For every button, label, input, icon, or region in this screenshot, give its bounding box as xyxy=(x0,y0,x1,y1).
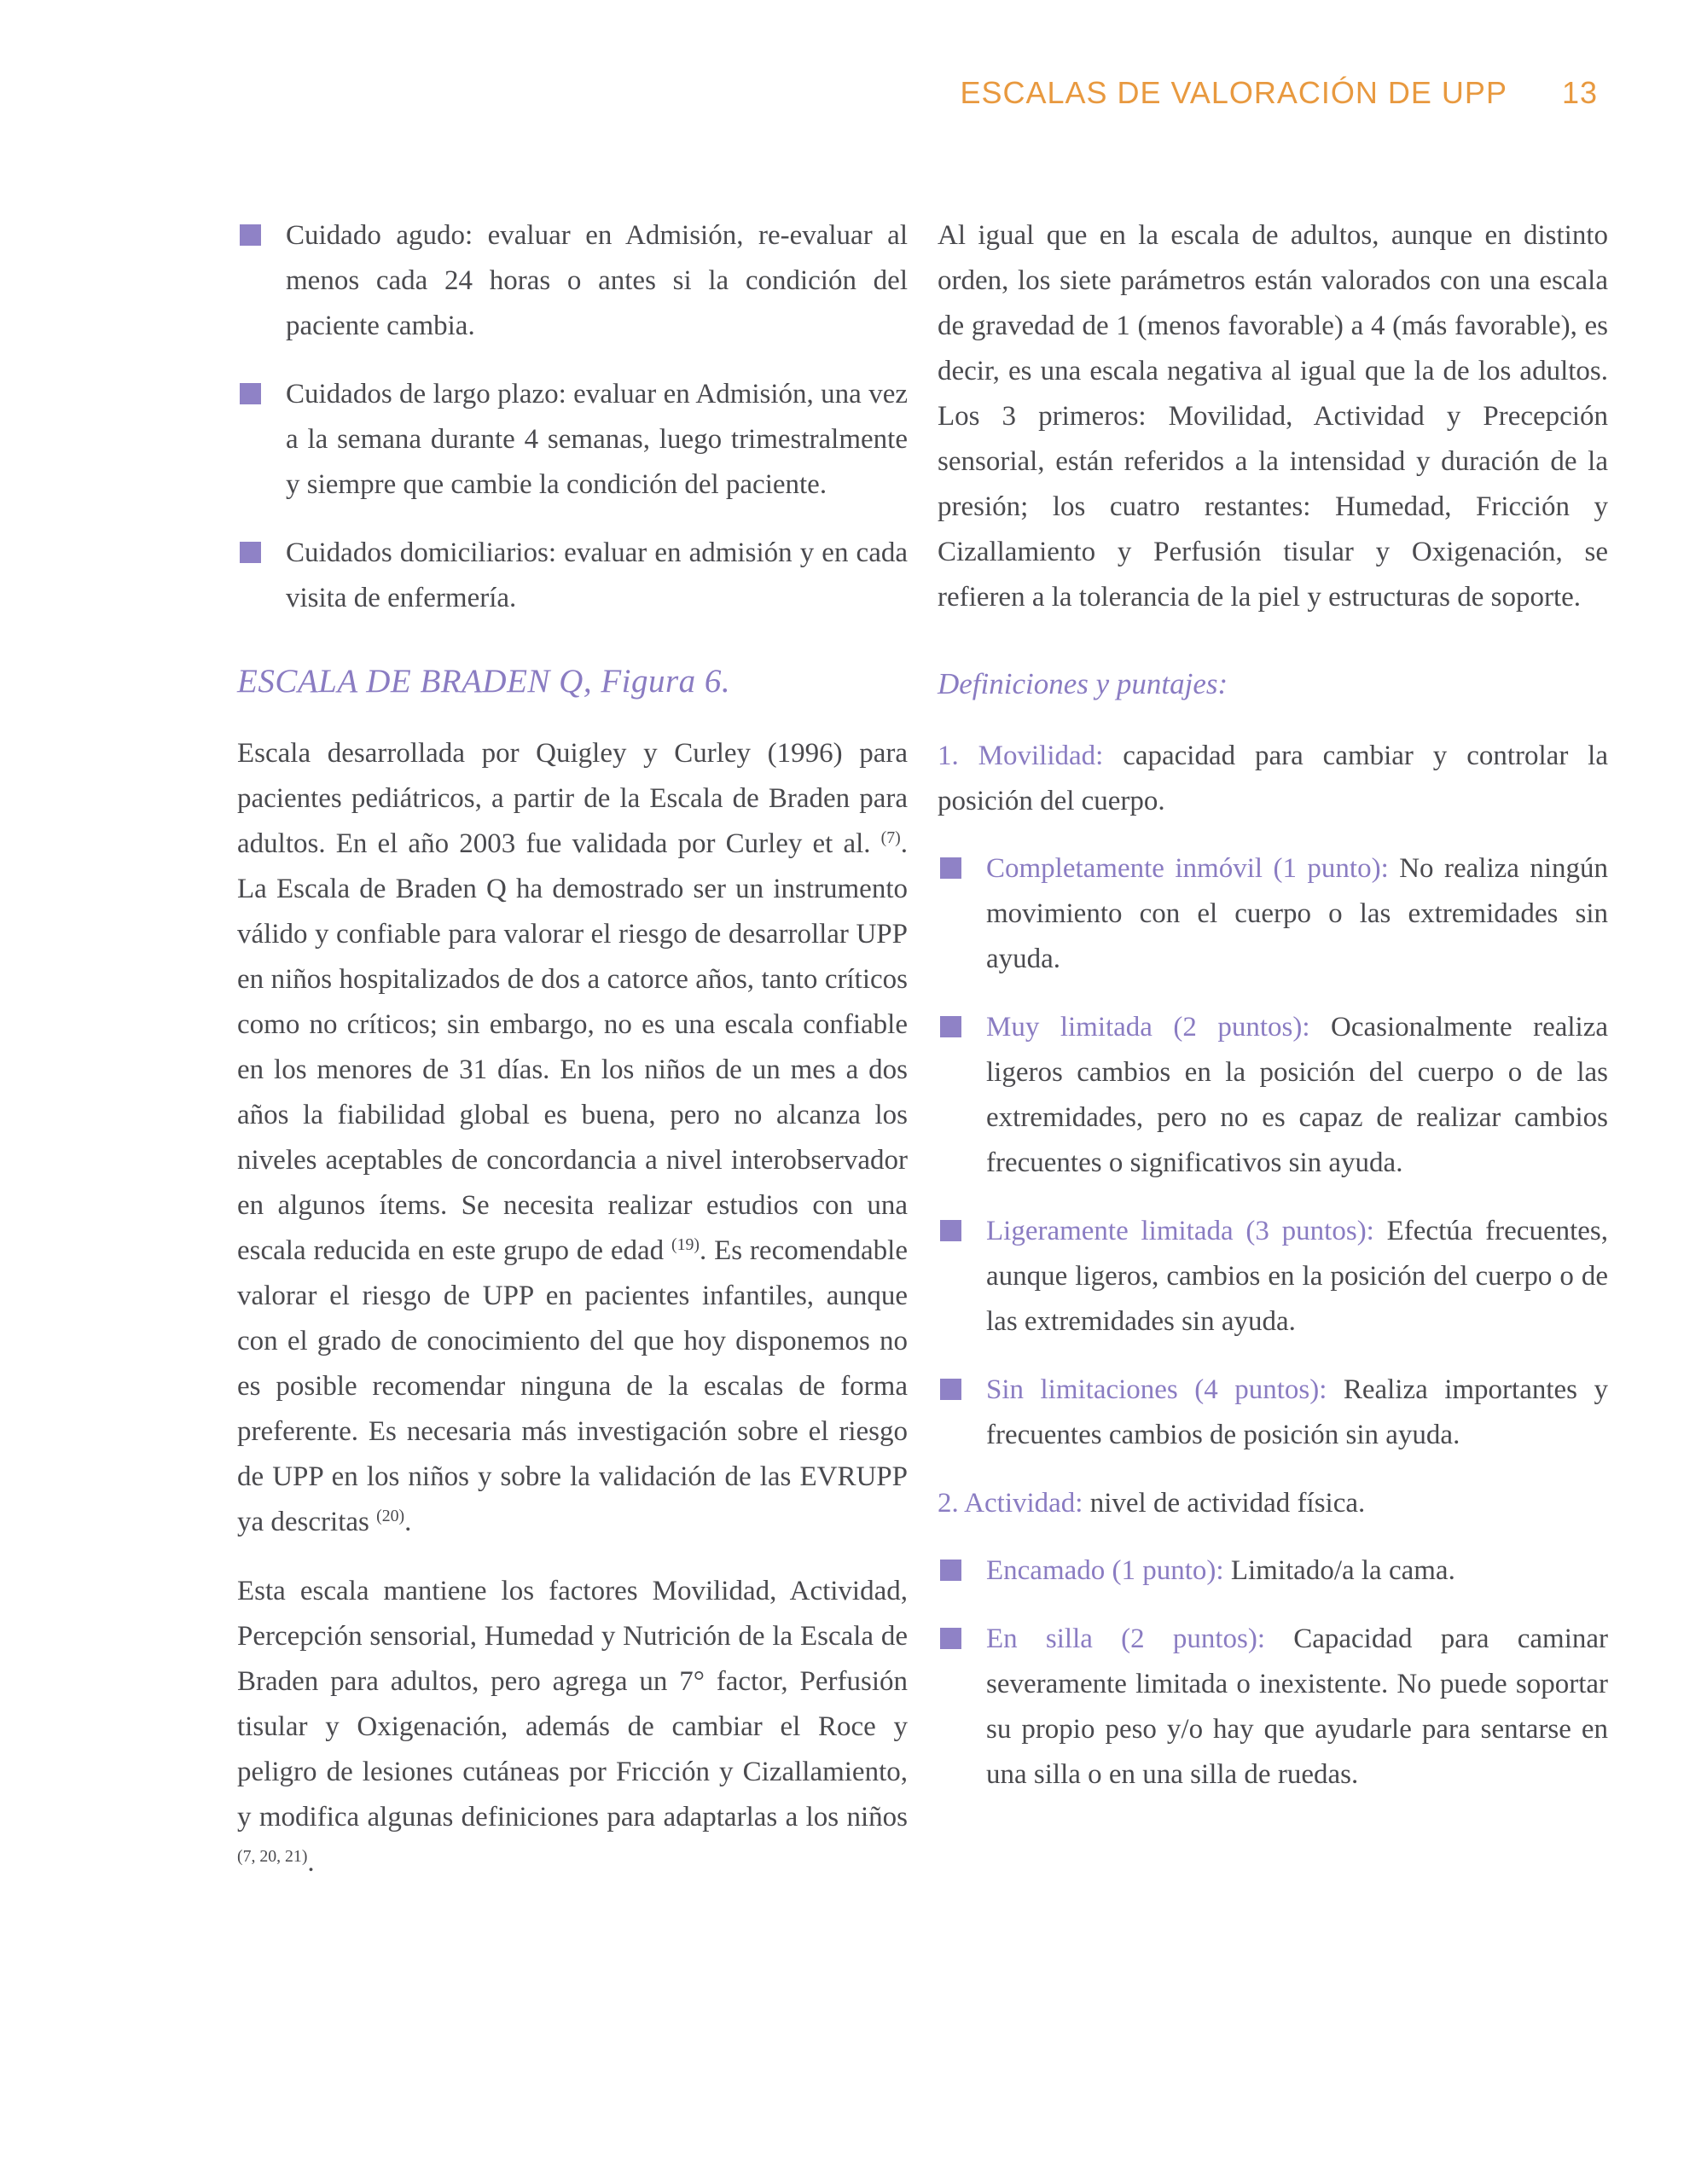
page-number: 13 xyxy=(1561,75,1598,110)
paragraph: Escala desarrollada por Quigley y Curley (1996) para pacientes pediátricos, a partir de la Escala de Braden para adultos. En el año 2003 fue validada por Curley et al. $^{(7)}$. La Escala de Braden Q ha demostrado ser un instrumento válido y confiable para valorar el riesgo de desarrollar UPP en niños hospitalizados de dos a catorce años, tanto críticos como no críticos; sin embargo, no es una escala confiable en los menores de 31 días. En los niños de un mes a dos años la fiabilidad global es buena, pero no alcanza los niveles aceptables de concordancia a nivel interobservador en algunos ítems. Se necesita realizar estudios con una escala reducida en este grupo de edad $^{(19)}$. Es recomendable valorar el riesgo de UPP en pacientes infantiles, aunque con el grado de conocimiento del que hoy disponemos no es posible recomendar ninguna de la escalas de forma preferente. Es necesaria más investigación sobre el riesgo de UPP en los niños y sobre la validación de las EVRUPP ya descritas $^{(20)}$. xyxy=(237,738,908,1537)
score-description: Capacidad para caminar severamente limitada o inexistente. No puede soportar su propio peso y/o hay que ayudarle para sentarse en una silla o en una silla de ruedas. xyxy=(986,1623,1609,1790)
list-item xyxy=(938,1005,1608,1186)
right-column xyxy=(938,213,1608,1821)
score-label: En silla (2 puntos): xyxy=(986,1623,1265,1654)
bullet-square-icon xyxy=(940,1628,961,1649)
score-description: Efectúa frecuentes, aunque ligeros, cambios en la posición del cuerpo o de las extremidades sin ayuda. xyxy=(986,1216,1608,1337)
score-description: Limitado/a la cama. xyxy=(1230,1555,1455,1586)
reference-superscript: (7, 20, 21) xyxy=(237,1847,308,1867)
score-label: Encamado (1 punto): xyxy=(986,1555,1224,1586)
bullet-square-icon xyxy=(240,542,261,563)
reference-superscript: (7) xyxy=(880,828,901,848)
definition-number-label: 1. Movilidad: xyxy=(938,741,1104,771)
list-item xyxy=(938,1548,1608,1594)
list-item xyxy=(237,531,908,621)
numbered-definition xyxy=(938,1481,1608,1526)
numbered-definition xyxy=(938,734,1608,824)
list-item xyxy=(938,1209,1608,1345)
list-item xyxy=(938,1617,1608,1798)
reference-superscript: (19) xyxy=(671,1235,700,1255)
bullet-square-icon xyxy=(940,1560,961,1581)
definition-description: nivel de actividad física. xyxy=(1089,1488,1366,1519)
bullet-square-icon xyxy=(240,224,261,246)
definition-number-label: 2. Actividad: xyxy=(938,1488,1083,1519)
subheading-definitions: Definiciones y puntajes: xyxy=(938,667,1228,700)
reference-superscript: (20) xyxy=(376,1507,405,1526)
list-item-text: Cuidado agudo: evaluar en Admisión, re-evaluar al menos cada 24 horas o antes si la condición del paciente cambia. xyxy=(286,220,908,341)
score-label: Muy limitada (2 puntos): xyxy=(986,1012,1310,1043)
score-label: Ligeramente limitada (3 puntos): xyxy=(986,1216,1374,1246)
care-bullet-list xyxy=(237,213,908,621)
bullet-square-icon xyxy=(240,383,261,404)
list-item xyxy=(237,372,908,508)
score-description: No realiza ningún movimiento con el cuerpo o las extremidades sin ayuda. xyxy=(986,853,1609,974)
bullet-square-icon xyxy=(940,1220,961,1241)
score-description: Ocasionalmente realiza ligeros cambios en la posición del cuerpo o de las extremidades, pero no es capaz de realizar cambios frecuentes o significativos sin ayuda. xyxy=(986,1012,1609,1178)
bullet-square-icon xyxy=(940,1016,961,1037)
list-item-text: Cuidados domiciliarios: evaluar en admisión y en cada visita de enfermería. xyxy=(286,537,908,613)
definition-bullet-list xyxy=(938,1548,1608,1798)
bullet-square-icon xyxy=(940,857,961,879)
list-item-text: Cuidados de largo plazo: evaluar en Admisión, una vez a la semana durante 4 semanas, luego trimestralmente y siempre que cambie la condición del paciente. xyxy=(286,379,908,500)
left-column xyxy=(237,213,908,1909)
paragraph: Esta escala mantiene los factores Movilidad, Actividad, Percepción sensorial, Humedad y Nutrición de la Escala de Braden para adultos, pero agrega un 7° factor, Perfusión tisular y Oxigenación, además de cambiar el Roce y peligro de lesiones cutáneas por Fricción y Cizallamiento, y modifica algunas definiciones para adaptarlas a los niños $^{(7, 20, 21)}$. xyxy=(237,1576,908,1878)
bullet-square-icon xyxy=(940,1379,961,1400)
list-item xyxy=(938,846,1608,982)
definition-bullet-list xyxy=(938,846,1608,1458)
list-item xyxy=(237,213,908,349)
running-head xyxy=(0,75,1598,111)
paragraph: Al igual que en la escala de adultos, aunque en distinto orden, los siete parámetros están valorados con una escala de gravedad de 1 (menos favorable) a 4 (más favorable), es decir, es una escala negativa al igual que la de los adultos. Los 3 primeros: Movilidad, Actividad y Precepción sensorial, están referidos a la intensidad y duración de la presión; los cuatro restantes: Humedad, Fricción y Cizallamiento y Perfusión tisular y Oxigenación, se refieren a la tolerancia de la piel y estructuras de soporte. xyxy=(938,220,1608,613)
list-item xyxy=(938,1368,1608,1458)
definition-description: capacidad para cambiar y controlar la posición del cuerpo. xyxy=(938,741,1609,816)
score-label: Sin limitaciones (4 puntos): xyxy=(986,1374,1327,1405)
score-description: Realiza importantes y frecuentes cambios de posición sin ayuda. xyxy=(986,1374,1608,1450)
section-heading-braden-q: ESCALA DE BRADEN Q, Figura 6. xyxy=(237,663,731,700)
score-label: Completamente inmóvil (1 punto): xyxy=(986,853,1389,884)
running-head-title: ESCALAS DE VALORACIÓN DE UPP xyxy=(960,75,1507,110)
